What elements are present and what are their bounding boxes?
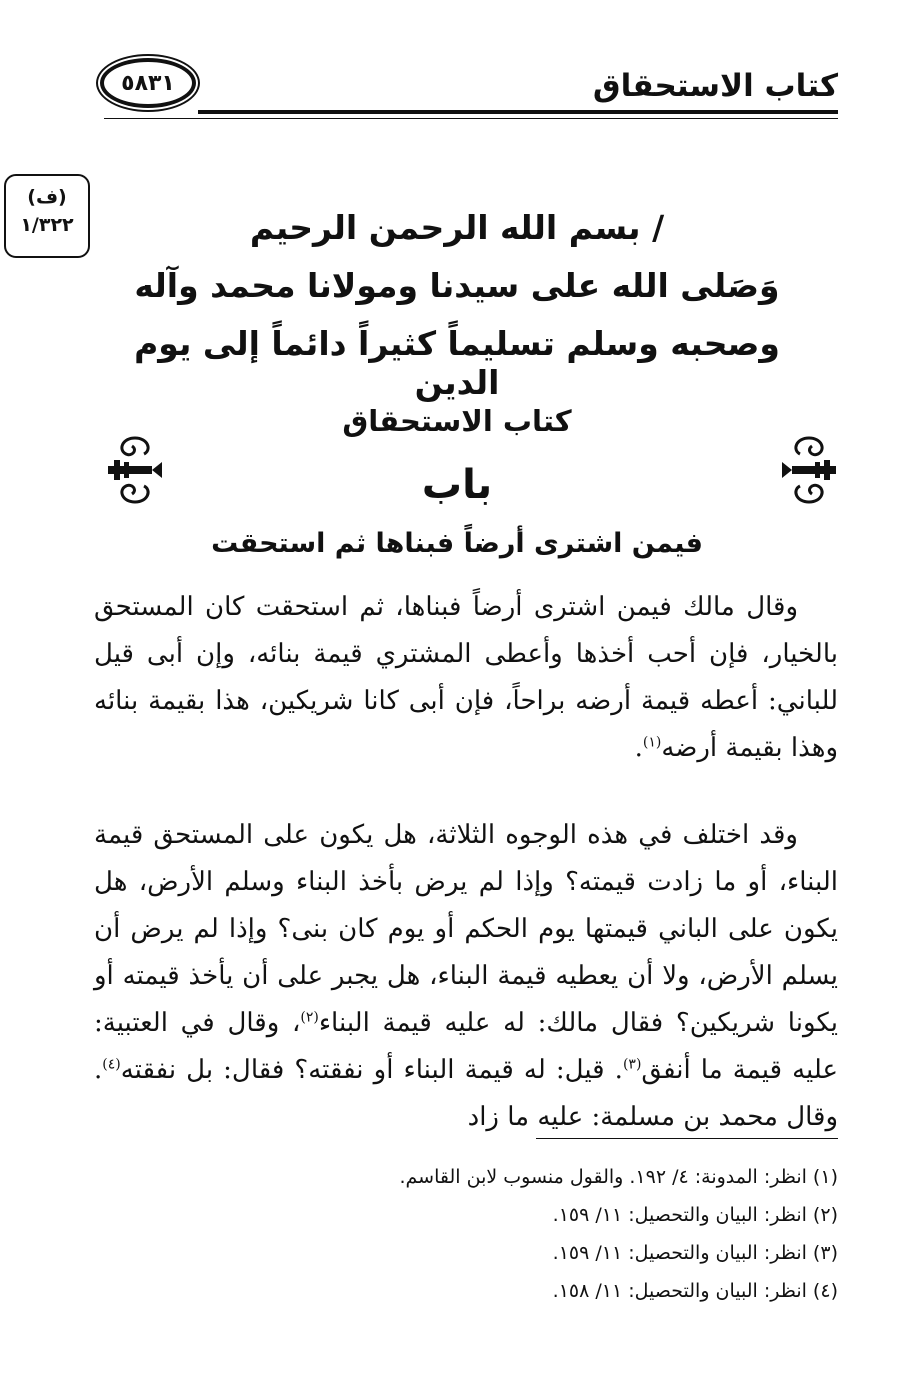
paragraph-2 — [94, 812, 838, 1141]
footnote-3: (٣) انظر: البيان والتحصيل: ١١/ ١٥٩. — [552, 1242, 838, 1264]
chapter-subtitle: فيمن اشترى أرضاً فبناها ثم استحقت — [211, 528, 703, 559]
basmala-line-3: وصحبه وسلم تسليماً كثيراً دائماً إلى يوم الدين — [134, 324, 780, 402]
paragraph-1 — [94, 584, 838, 772]
paragraph-2-part-4: . وقال محمد بن مسلمة: عليه ما زاد — [94, 1055, 838, 1132]
footnote-4: (٤) انظر: البيان والتحصيل: ١١/ ١٥٨. — [552, 1280, 838, 1302]
footnote-2: (٢) انظر: البيان والتحصيل: ١١/ ١٥٩. — [552, 1204, 838, 1226]
page-number: ٥٨٣١ — [100, 58, 196, 108]
footnote-1: (١) انظر: المدونة: ٤/ ١٩٢. والقول منسوب لابن القاسم. — [399, 1166, 838, 1188]
header-rule — [198, 110, 838, 114]
ornament-right-icon — [778, 432, 840, 508]
chapter-heading: باب — [421, 462, 493, 508]
footnote-ref-2: (٢) — [300, 1009, 319, 1026]
paragraph-1-text: وقال مالك فيمن اشترى أرضاً فبناها، ثم استحقت كان المستحق بالخيار، فإن أحب أخذها وأعطى المشتري قيمة بنائه، وإن أبى قيل للباني: أعطه قيمة أرضه براحاً، فإن أبى كانا شريكين، هذا بقيمة بنائه وهذا بقيمة أرضه — [94, 592, 838, 763]
paragraph-2-part-2: ، وقال في العتبية: عليه قيمة ما أنفق — [94, 1008, 838, 1085]
paragraph-2-part-1: وقد اختلف في هذه الوجوه الثلاثة، هل يكون على المستحق قيمة البناء، أو ما زادت قيمته؟ وإذا لم يرض بأخذ البناء وسلم الأرض، هل يكون على الباني قيمتها يوم الحكم أو يوم كان بنى؟ وإذا لم يرض أن يسلم الأرض، ولا أن يعطيه قيمة البناء، هل يجبر على أن يأخذ قيمته أو يكونا شريكين؟ فقال مالك: له عليه قيمة البناء — [94, 820, 838, 1038]
book-title: كتاب الاستحقاق — [342, 404, 572, 438]
manuscript-siglum: (ف) — [27, 186, 67, 208]
header-rule-thin — [104, 118, 838, 119]
manuscript-folio: ١/٣٢٢ — [20, 214, 74, 236]
footnote-ref-1: (١) — [642, 734, 662, 751]
footnotes — [94, 1158, 838, 1310]
paragraph-2-part-3: . قيل: له قيمة البناء أو نفقته؟ فقال: بل نفقته — [120, 1055, 623, 1085]
footnote-ref-3: (٣) — [622, 1056, 642, 1073]
ornament-left-icon — [104, 432, 166, 508]
paragraph-1-end: . — [634, 733, 643, 763]
basmala-line-2: وَصَلى الله على سيدنا ومولانا محمد وآله — [134, 266, 780, 305]
footnote-separator — [536, 1138, 838, 1139]
running-title: كتاب الاستحقاق — [592, 68, 838, 104]
basmala-line-1: / بسم الله الرحمن الرحيم — [249, 208, 665, 247]
manuscript-reference-box — [4, 174, 90, 258]
page-header — [0, 0, 914, 120]
footnote-ref-4: (٤) — [102, 1056, 121, 1073]
